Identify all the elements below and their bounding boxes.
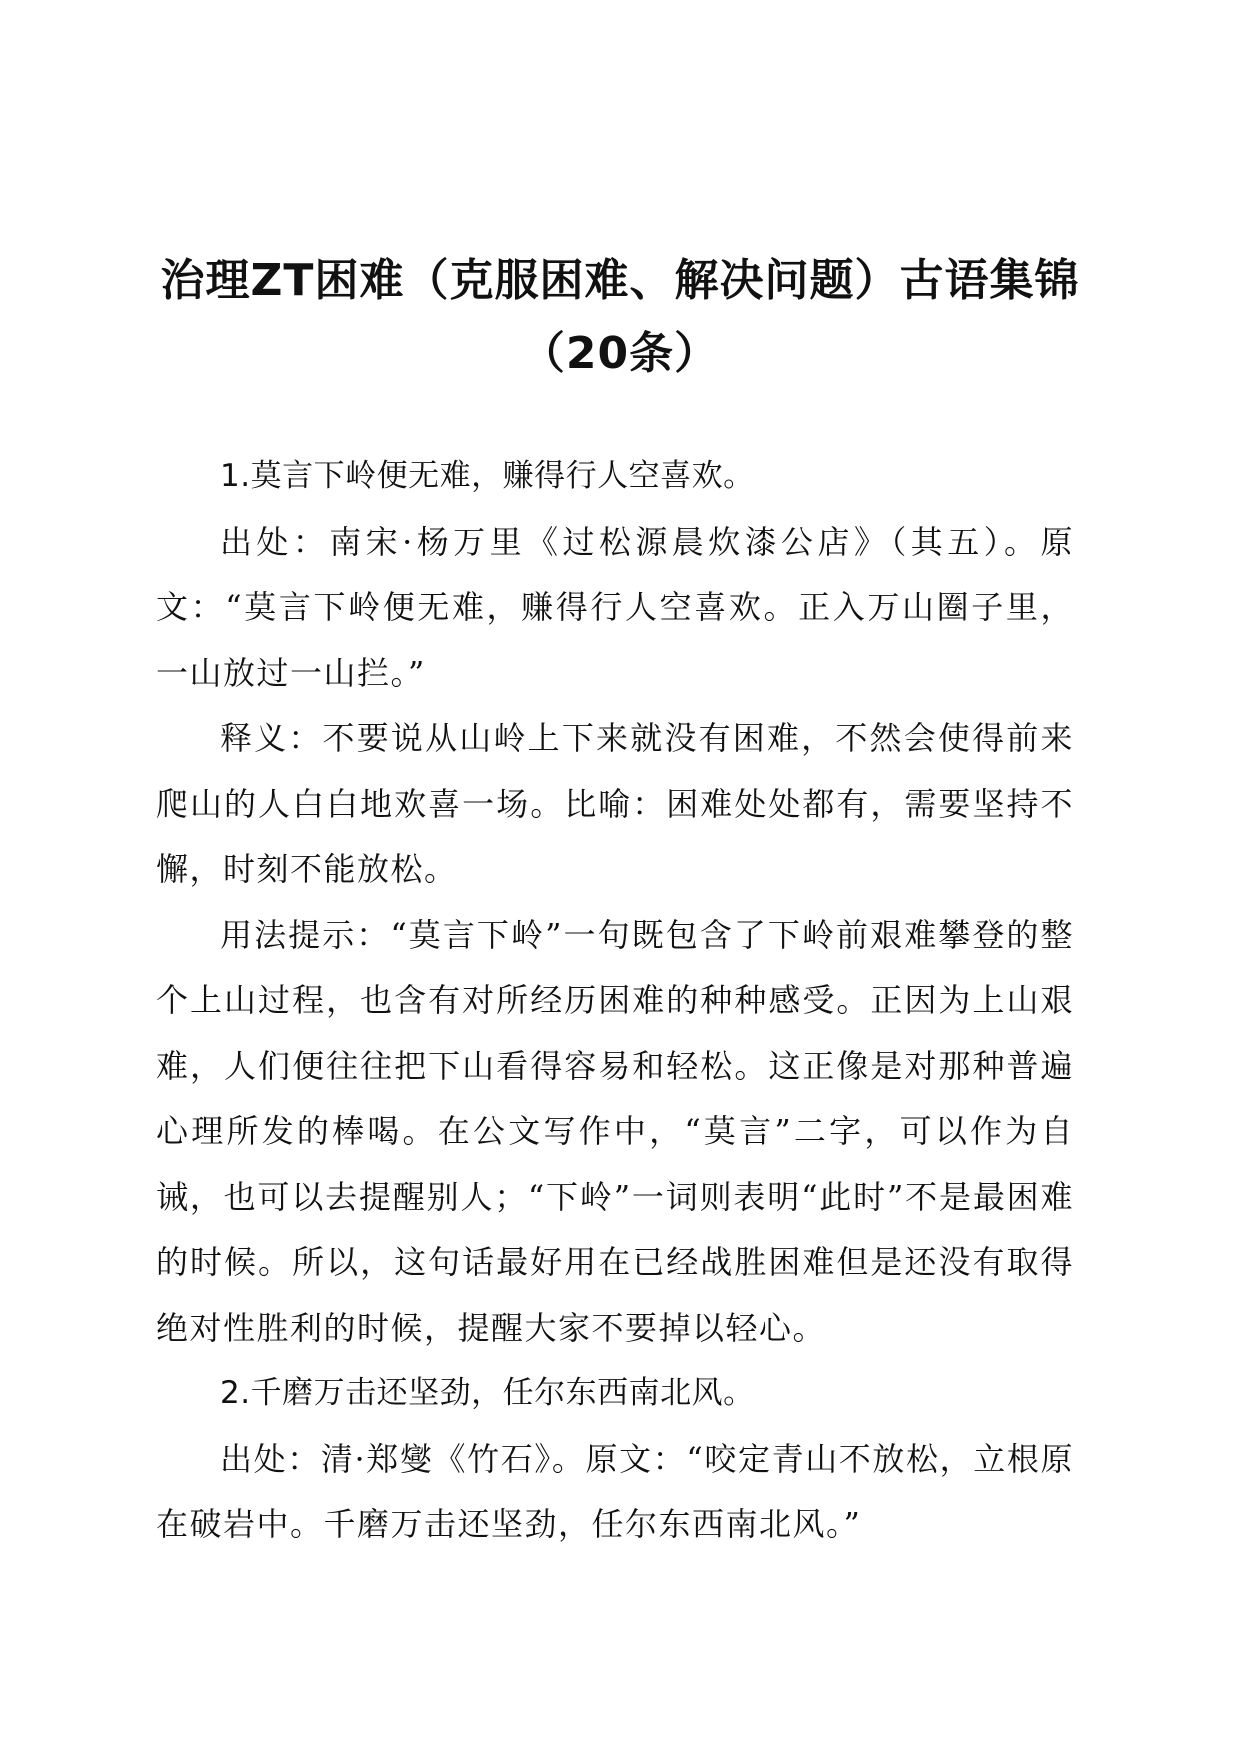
- document-title: 治理ZT困难（克服困难、解决问题）古语集锦（20条）: [160, 255, 1080, 379]
- item-2-source: 出处：清·郑燮《竹石》。原文：“咬定青山不放松，立根原在破岩中。千磨万击还坚劲，任尔东西南北风。”: [156, 1439, 1074, 1543]
- item-1-usage: 用法提示：“莫言下岭”一句既包含了下岭前艰难攀登的整个上山过程，也含有对所经历困难的种种感受。正因为上山艰难，人们便往往把下山看得容易和轻松。这正像是对那种普遍心理所发的棒喝。在公文写作中，“莫言”二字，可以作为自诫，也可以去提醒别人；“下岭”一词则表明“此时”不是最困难的时候。所以，这句话最好用在已经战胜困难但是还没有取得绝对性胜利的时候，提醒大家不要掉以轻心。: [156, 915, 1074, 1347]
- item-1-source: 出处：南宋·杨万里《过松源晨炊漆公店》（其五）。原文：“莫言下岭便无难，赚得行人空喜欢。正入万山圈子里，一山放过一山拦。”: [156, 522, 1074, 692]
- item-1-heading: 1.莫言下岭便无难，赚得行人空喜欢。: [220, 458, 755, 494]
- document-body: [156, 444, 1074, 1558]
- item-2-heading: 2.千磨万击还坚劲，任尔东西南北风。: [220, 1375, 755, 1411]
- item-1-meaning: 释义：不要说从山岭上下来就没有困难，不然会使得前来爬山的人白白地欢喜一场。比喻：困难处处都有，需要坚持不懈，时刻不能放松。: [156, 719, 1074, 888]
